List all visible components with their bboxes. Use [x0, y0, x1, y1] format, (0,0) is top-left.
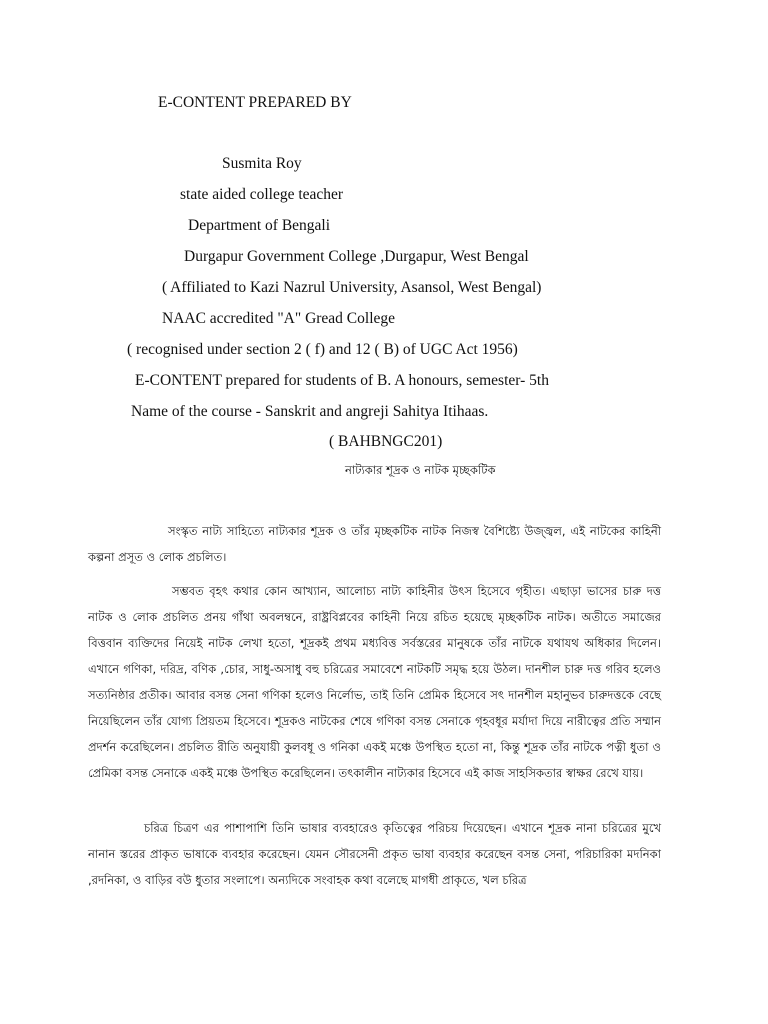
paragraph-intro: সংস্কৃত নাট্য সাহিত্যে নাট্যকার শূদ্রক ও তাঁর মৃচ্ছকটিক নাটক নিজস্ব বৈশিষ্ট্যে উজ্জ্বল, এই নাটকের কাহিনী কল্পনা প্রসূত ও লোক প্রচলিত। [88, 524, 661, 564]
affiliation-line: ( Affiliated to Kazi Nazrul University, Asansol, West Bengal) [162, 279, 542, 296]
recognition-line: ( recognised under section 2 ( f) and 12 ( B) of UGC Act 1956) [127, 341, 518, 358]
college-line: Durgapur Government College ,Durgapur, West Bengal [184, 248, 529, 265]
prepared-for-line: E-CONTENT prepared for students of B. A honours, semester- 5th [135, 372, 549, 389]
prepared-by-heading: E-CONTENT PREPARED BY [158, 94, 352, 111]
article-title: নাট্যকার শূদ্রক ও নাটক মৃচ্ছকটিক [345, 463, 496, 477]
paragraph-source: সম্ভবত বৃহৎ কথার কোন আখ্যান, আলোচ্য নাট্য কাহিনীর উৎস হিসেবে গৃহীত। এছাড়া ভাসের চারু দত্ত নাটক ও লোক প্রচলিত প্রনয় গাঁথা অবলম্বনে, রাষ্ট্রবিপ্লবের কাহিনী নিয়ে রচিত হয়েছে মৃচ্ছকটিক নাটক। অতীতে সমাজের বিত্তবান ব্যক্তিদের নিয়েই নাটক লেখা হতো, শূদ্রকই প্রথম মধ্যবিত্ত সর্বস্তরের মানুষকে তাঁর নাটকে যথাযথ অধিকার দিলেন। এখানে গণিকা, দরিদ্র, বণিক ,চোর, সাধু-অসাধু বহু চরিত্রের সমাবেশে নাটকটি সমৃদ্ধ হয়ে উঠল। দানশীল চারু দত্ত গরিব হলেও সত্যনিষ্ঠার প্রতীক। আবার বসন্ত সেনা গণিকা হলেও নির্লোভ, তাই তিনি প্রেমিক হিসেবে সৎ দানশীল মহানুভব চারুদত্তকে বেছে নিয়েছিলেন তাঁর যোগ্য প্রিয়তম হিসেবে। শূদ্রকও নাটকের শেষে গণিকা বসন্ত সেনাকে গৃহবধূর মর্যাদা দিয়ে নারীত্বের প্রতি সম্মান প্রদর্শন করেছিলেন। প্রচলিত রীতি অনুযায়ী কুলবধূ ও গনিকা একই মঞ্চে উপস্থিত হতো না, কিন্তু শূদ্রক তাঁর নাটকে পত্নী ধুতা ও প্রেমিকা বসন্ত সেনাকে একই মঞ্চে উপস্থিত করেছিলেন। তৎকালীন নাট্যকার হিসেবে এই কাজ সাহসিকতার স্বাক্ষর রেখে যায়। [88, 584, 661, 780]
course-name-line: Name of the course - Sanskrit and angreji Sahitya Itihaas. [131, 403, 489, 420]
department-line: Department of Bengali [188, 217, 331, 234]
author-name: Susmita Roy [222, 155, 302, 172]
course-code: ( BAHBNGC201) [329, 433, 443, 450]
author-designation: state aided college teacher [180, 186, 344, 203]
naac-line: NAAC accredited "A" Gread College [162, 310, 396, 327]
paragraph-language: চরিত্র চিত্রণ এর পাশাপাশি তিনি ভাষার ব্যবহারেও কৃতিত্বের পরিচয় দিয়েছেন। এখানে শূদ্রক নানা চরিত্রের মুখে নানান স্তরের প্রাকৃত ভাষাকে ব্যবহার করেছেন। যেমন সৌরসেনী প্রকৃত ভাষা ব্যবহার করেছেন বসন্ত সেনা, পরিচারিকা মদনিকা ,রদনিকা, ও বাড়ির বউ ধুতার সংলাপে। অন্যদিকে সংবাহক কথা বলেছে মাগধী প্রাকৃতে, খল চরিত্র [88, 821, 661, 887]
